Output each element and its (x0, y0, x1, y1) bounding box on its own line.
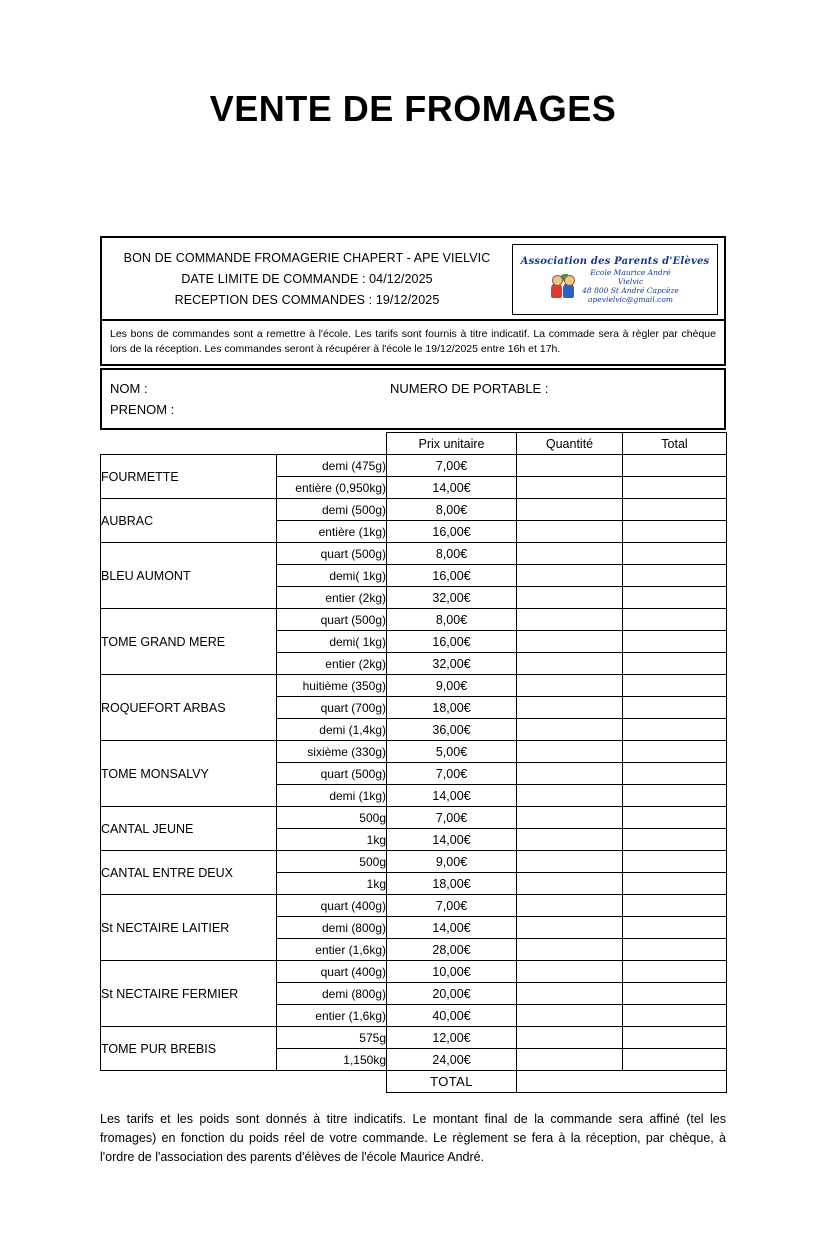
product-name: CANTAL JEUNE (101, 807, 277, 851)
order-table-body (101, 455, 727, 1093)
product-size: quart (500g) (277, 763, 387, 785)
portable-label: NUMERO DE PORTABLE : (390, 381, 549, 396)
footer-note: Les tarifs et les poids sont donnés à titre indicatifs. Le montant final de la commande sera affiné (tel les fromages) en fonction du poids réel de votre commande. Le règlement se fera à la réception, par chèque, à l'ordre de l'association des parents d'élèves de l'école Maurice André. (100, 1112, 726, 1164)
quantity-cell[interactable] (517, 477, 623, 499)
table-row (101, 675, 727, 697)
total-cell[interactable] (623, 499, 727, 521)
total-cell[interactable] (623, 961, 727, 983)
total-cell[interactable] (623, 609, 727, 631)
product-size: 575g (277, 1027, 387, 1049)
product-size: huitième (350g) (277, 675, 387, 697)
order-header-line-1: BON DE COMMANDE FROMAGERIE CHAPERT - APE VIELVIC (123, 251, 491, 265)
product-price: 8,00€ (387, 499, 517, 521)
total-cell[interactable] (623, 1049, 727, 1071)
product-price: 32,00€ (387, 653, 517, 675)
product-size: 500g (277, 807, 387, 829)
product-price: 7,00€ (387, 455, 517, 477)
total-value-cell[interactable] (517, 1071, 727, 1093)
table-header-row (101, 433, 727, 455)
quantity-cell[interactable] (517, 631, 623, 653)
table-row (101, 455, 727, 477)
identity-row-nom (102, 378, 724, 399)
quantity-cell[interactable] (517, 917, 623, 939)
product-price: 5,00€ (387, 741, 517, 763)
total-cell[interactable] (623, 983, 727, 1005)
product-name: FOURMETTE (101, 455, 277, 499)
product-name: CANTAL ENTRE DEUX (101, 851, 277, 895)
product-size: demi (800g) (277, 983, 387, 1005)
product-size: demi (1,4kg) (277, 719, 387, 741)
document-page (0, 88, 826, 1257)
order-header-box (100, 236, 726, 366)
association-email: apevielvic@gmail.com (588, 294, 673, 304)
header-total: Total (623, 433, 727, 455)
quantity-cell[interactable] (517, 675, 623, 697)
product-price: 9,00€ (387, 675, 517, 697)
association-logo-body (551, 268, 679, 304)
product-size: entier (2kg) (277, 653, 387, 675)
product-name: BLEU AUMONT (101, 543, 277, 609)
product-price: 10,00€ (387, 961, 517, 983)
quantity-cell[interactable] (517, 653, 623, 675)
order-header-note: Les bons de commandes sont a remettre à l'école. Les tarifs sont fournis à titre indicatif. La commade sera à règler par chèque lors de la réception. Les commandes seront à récupérer à l'école le 19/12/2025 entre 16h et 17h. (102, 319, 724, 364)
product-size: demi (475g) (277, 455, 387, 477)
product-size: entière (0,950kg) (277, 477, 387, 499)
quantity-cell[interactable] (517, 895, 623, 917)
total-cell[interactable] (623, 939, 727, 961)
product-price: 7,00€ (387, 807, 517, 829)
product-price: 8,00€ (387, 609, 517, 631)
total-cell[interactable] (623, 697, 727, 719)
header-empty-2 (277, 433, 387, 455)
quantity-cell[interactable] (517, 939, 623, 961)
quantity-cell[interactable] (517, 521, 623, 543)
quantity-cell[interactable] (517, 609, 623, 631)
nom-label: NOM : (110, 381, 148, 396)
total-cell[interactable] (623, 653, 727, 675)
header-qty: Quantité (517, 433, 623, 455)
product-price: 18,00€ (387, 873, 517, 895)
table-row (101, 609, 727, 631)
total-cell[interactable] (623, 543, 727, 565)
product-price: 24,00€ (387, 1049, 517, 1071)
total-cell[interactable] (623, 917, 727, 939)
product-size: sixième (330g) (277, 741, 387, 763)
table-row (101, 741, 727, 763)
children-icon (551, 274, 577, 298)
quantity-cell[interactable] (517, 1027, 623, 1049)
prenom-label: PRENOM : (110, 402, 175, 417)
product-size: entière (1kg) (277, 521, 387, 543)
total-row-empty-1 (101, 1071, 277, 1093)
identity-box (100, 368, 726, 430)
quantity-cell[interactable] (517, 697, 623, 719)
table-row (101, 961, 727, 983)
product-name: St NECTAIRE LAITIER (101, 895, 277, 961)
product-price: 16,00€ (387, 631, 517, 653)
quantity-cell[interactable] (517, 983, 623, 1005)
quantity-cell[interactable] (517, 785, 623, 807)
product-size: demi (800g) (277, 917, 387, 939)
quantity-cell[interactable] (517, 499, 623, 521)
total-cell[interactable] (623, 521, 727, 543)
product-price: 12,00€ (387, 1027, 517, 1049)
total-cell[interactable] (623, 741, 727, 763)
product-size: 500g (277, 851, 387, 873)
quantity-cell[interactable] (517, 851, 623, 873)
order-header-text (102, 238, 512, 319)
product-size: quart (400g) (277, 961, 387, 983)
product-size: 1,150kg (277, 1049, 387, 1071)
product-size: demi (500g) (277, 499, 387, 521)
product-price: 36,00€ (387, 719, 517, 741)
total-cell[interactable] (623, 851, 727, 873)
product-price: 7,00€ (387, 763, 517, 785)
total-cell[interactable] (623, 807, 727, 829)
quantity-cell[interactable] (517, 587, 623, 609)
table-row (101, 807, 727, 829)
table-row (101, 895, 727, 917)
quantity-cell[interactable] (517, 829, 623, 851)
product-name: TOME MONSALVY (101, 741, 277, 807)
total-cell[interactable] (623, 719, 727, 741)
product-name: St NECTAIRE FERMIER (101, 961, 277, 1027)
total-cell[interactable] (623, 1027, 727, 1049)
product-size: quart (700g) (277, 697, 387, 719)
product-size: demi (1kg) (277, 785, 387, 807)
product-size: 1kg (277, 829, 387, 851)
product-price: 20,00€ (387, 983, 517, 1005)
product-price: 32,00€ (387, 587, 517, 609)
product-price: 9,00€ (387, 851, 517, 873)
order-table (100, 432, 727, 1093)
total-cell[interactable] (623, 829, 727, 851)
product-name: AUBRAC (101, 499, 277, 543)
product-size: entier (1,6kg) (277, 939, 387, 961)
table-row (101, 1027, 727, 1049)
table-row (101, 851, 727, 873)
product-price: 14,00€ (387, 785, 517, 807)
total-row (101, 1071, 727, 1093)
product-price: 8,00€ (387, 543, 517, 565)
product-name: TOME PUR BREBIS (101, 1027, 277, 1071)
identity-row-prenom (102, 399, 724, 420)
product-price: 28,00€ (387, 939, 517, 961)
quantity-cell[interactable] (517, 543, 623, 565)
total-cell[interactable] (623, 785, 727, 807)
total-cell[interactable] (623, 763, 727, 785)
association-address: 48 800 St André Capcèze (582, 285, 679, 295)
order-header-line-2: DATE LIMITE DE COMMANDE : 04/12/2025 (181, 272, 433, 286)
product-price: 40,00€ (387, 1005, 517, 1027)
association-school: Ecole Maurice André (590, 267, 671, 277)
quantity-cell[interactable] (517, 719, 623, 741)
quantity-cell[interactable] (517, 807, 623, 829)
product-price: 7,00€ (387, 895, 517, 917)
total-cell[interactable] (623, 675, 727, 697)
product-size: demi( 1kg) (277, 565, 387, 587)
order-table-head (101, 433, 727, 455)
total-cell[interactable] (623, 631, 727, 653)
header-price: Prix unitaire (387, 433, 517, 455)
quantity-cell[interactable] (517, 763, 623, 785)
association-logo (512, 244, 718, 315)
product-price: 14,00€ (387, 917, 517, 939)
total-cell[interactable] (623, 565, 727, 587)
total-cell[interactable] (623, 587, 727, 609)
product-price: 14,00€ (387, 829, 517, 851)
quantity-cell[interactable] (517, 961, 623, 983)
order-header-top (102, 238, 724, 319)
association-logo-title: Association des Parents d'Elèves (520, 255, 710, 267)
product-name: ROQUEFORT ARBAS (101, 675, 277, 741)
order-header-line-3: RECEPTION DES COMMANDES : 19/12/2025 (174, 293, 440, 307)
association-town: Vielvic (617, 276, 644, 286)
table-row (101, 543, 727, 565)
header-empty-1 (101, 433, 277, 455)
association-logo-lines (582, 268, 679, 304)
quantity-cell[interactable] (517, 1005, 623, 1027)
product-size: quart (500g) (277, 609, 387, 631)
quantity-cell[interactable] (517, 455, 623, 477)
quantity-cell[interactable] (517, 1049, 623, 1071)
product-price: 16,00€ (387, 521, 517, 543)
total-cell[interactable] (623, 873, 727, 895)
product-name: TOME GRAND MERE (101, 609, 277, 675)
quantity-cell[interactable] (517, 741, 623, 763)
total-cell[interactable] (623, 1005, 727, 1027)
product-size: quart (500g) (277, 543, 387, 565)
page-title: VENTE DE FROMAGES (209, 88, 617, 129)
total-cell[interactable] (623, 895, 727, 917)
product-price: 18,00€ (387, 697, 517, 719)
product-size: entier (1,6kg) (277, 1005, 387, 1027)
quantity-cell[interactable] (517, 873, 623, 895)
total-cell[interactable] (623, 477, 727, 499)
product-size: demi( 1kg) (277, 631, 387, 653)
total-row-empty-2 (277, 1071, 387, 1093)
table-row (101, 499, 727, 521)
product-size: quart (400g) (277, 895, 387, 917)
product-price: 16,00€ (387, 565, 517, 587)
quantity-cell[interactable] (517, 565, 623, 587)
total-label: TOTAL (387, 1071, 517, 1093)
product-price: 14,00€ (387, 477, 517, 499)
total-cell[interactable] (623, 455, 727, 477)
product-size: 1kg (277, 873, 387, 895)
product-size: entier (2kg) (277, 587, 387, 609)
